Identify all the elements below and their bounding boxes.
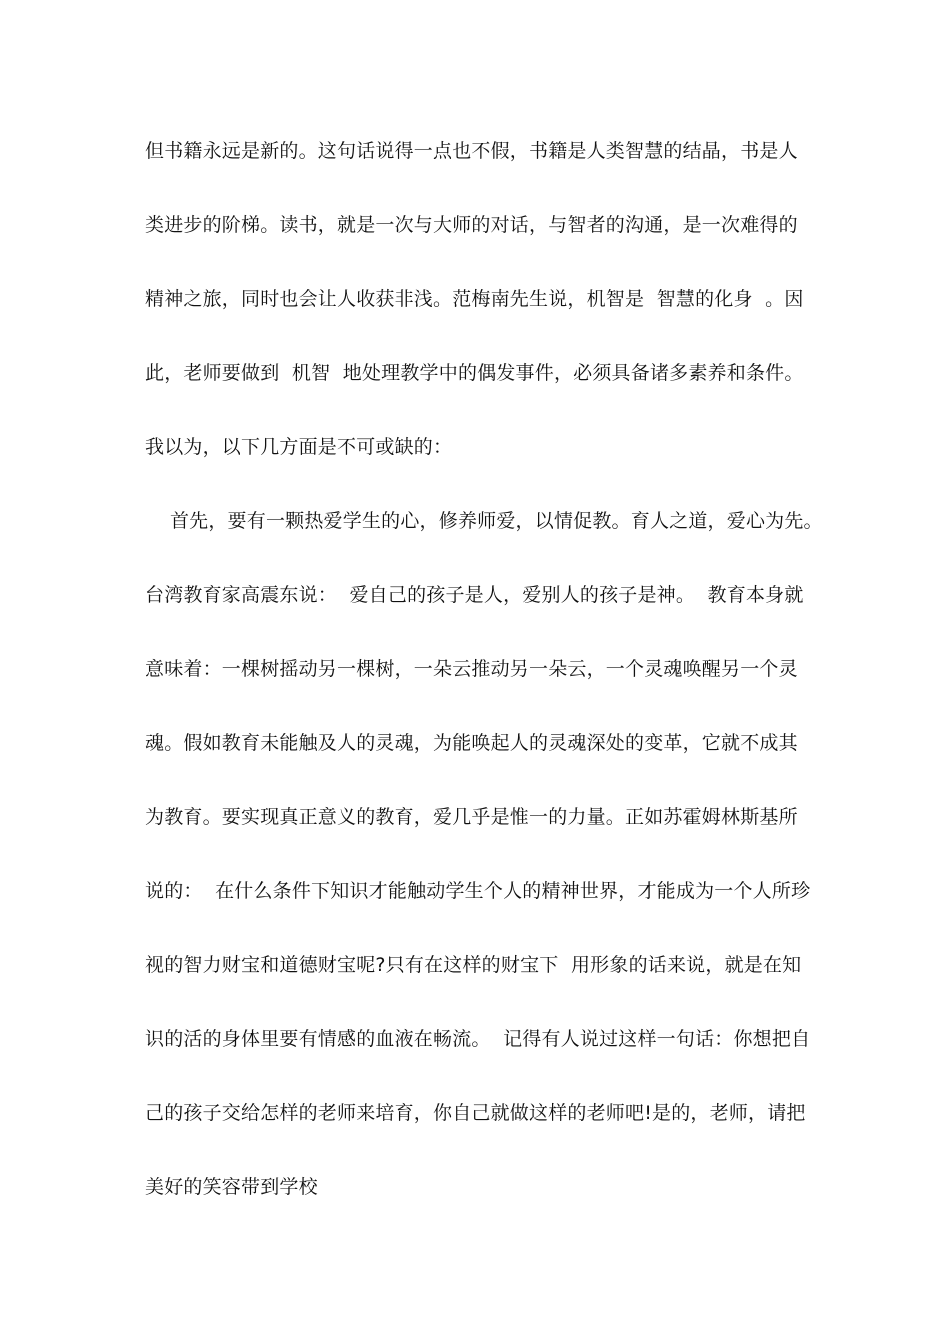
text-line-9: 魂。假如教育未能触及人的灵魂，为能唤起人的灵魂深处的变革，它就不成其: [145, 732, 798, 754]
text-line-13: 识的活的身体里要有情感的血液在畅流。 记得有人说过这样一句话：你想把自: [145, 1028, 811, 1050]
text-line-1: 但书籍永远是新的。这句话说得一点也不假，书籍是人类智慧的结晶，书是人: [145, 140, 798, 162]
text-line-6: 首先，要有一颗热爱学生的心，修养师爱，以情促教。育人之道，爱心为先。: [145, 510, 823, 532]
text-line-2: 类进步的阶梯。读书，就是一次与大师的对话，与智者的沟通，是一次难得的: [145, 214, 798, 236]
text-line-7: 台湾教育家高震东说： 爱自己的孩子是人，爱别人的孩子是神。 教育本身就: [145, 584, 804, 606]
text-line-4: 此，老师要做到 机智 地处理教学中的偶发事件，必须具备诸多素养和条件。: [145, 362, 804, 384]
body-text: [145, 131, 825, 1241]
text-line-5: 我以为，以下几方面是不可或缺的：: [145, 436, 453, 458]
text-line-14: 己的孩子交给怎样的老师来培育，你自己就做这样的老师吧!是的，老师，请把: [145, 1102, 806, 1124]
text-line-8: 意味着：一棵树摇动另一棵树，一朵云推动另一朵云，一个灵魂唤醒另一个灵: [145, 658, 798, 680]
text-line-11: 说的： 在什么条件下知识才能触动学生个人的精神世界，才能成为一个人所珍: [145, 880, 811, 902]
text-line-15: 美好的笑容带到学校: [145, 1176, 318, 1198]
text-line-10: 为教育。要实现真正意义的教育，爱几乎是惟一的力量。正如苏霍姆林斯基所: [145, 806, 798, 828]
text-line-3: 精神之旅，同时也会让人收获非浅。范梅南先生说，机智是 智慧的化身 。因: [145, 288, 804, 310]
text-line-12: 视的智力财宝和道德财宝呢?只有在这样的财宝下 用形象的话来说，就是在知: [145, 954, 802, 976]
